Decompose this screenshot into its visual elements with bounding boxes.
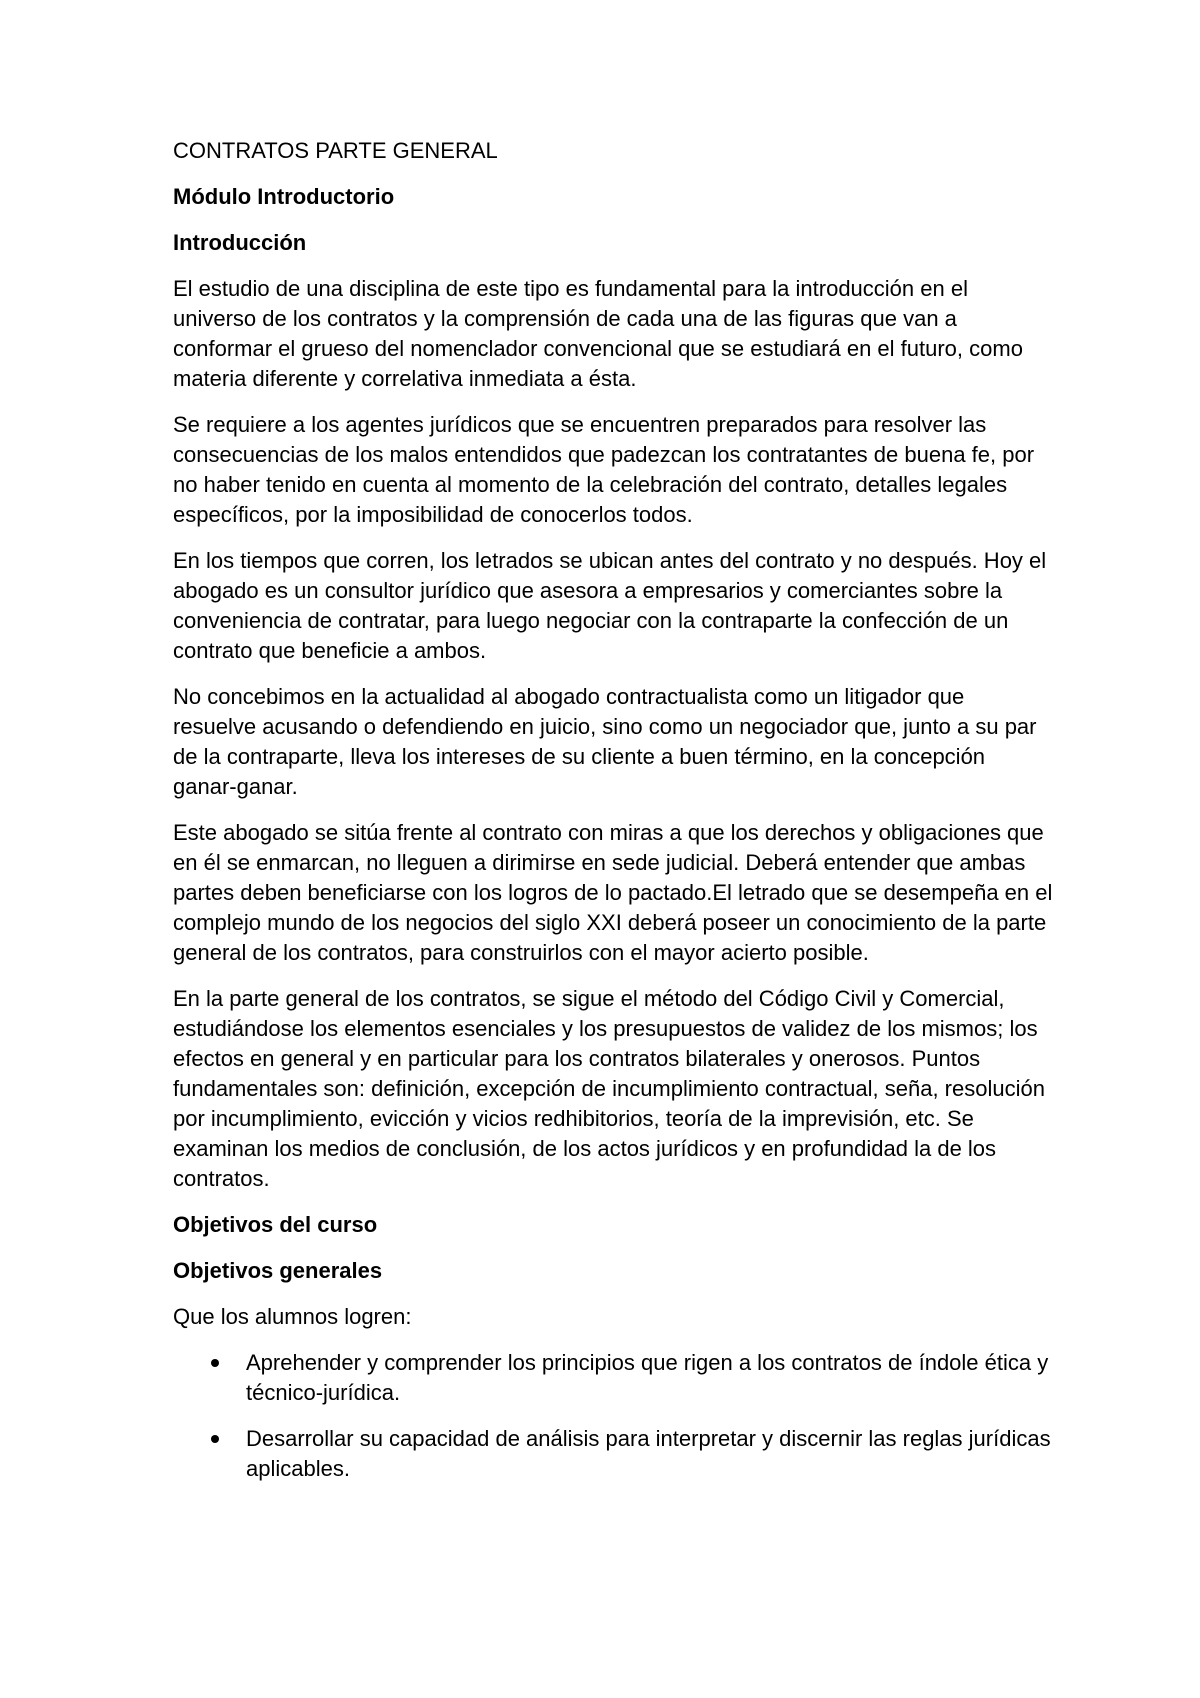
list-item bbox=[173, 1348, 1053, 1408]
paragraph: El estudio de una disciplina de este tipo es fundamental para la introducción en el universo de los contratos y la comprensión de cada una de las figuras que van a conformar el grueso del nomenclador convencional que se estudiará en el futuro, como materia diferente y correlativa inmediata a ésta. bbox=[173, 276, 1023, 391]
paragraph: En la parte general de los contratos, se sigue el método del Código Civil y Comercial, estudiándose los elementos esenciales y los presupuestos de validez de los mismos; los efectos en general y en particular para los contratos bilaterales y onerosos. Puntos fundamentales son: definición, excepción de incumplimiento contractual, seña, resolución por incumplimiento, evicción y vicios redhibitorios, teoría de la imprevisión, etc. Se examinan los medios de conclusión, de los actos jurídicos y en profundidad la de los contratos. bbox=[173, 986, 1045, 1191]
paragraph: En los tiempos que corren, los letrados se ubican antes del contrato y no después. Hoy el abogado es un consultor jurídico que asesora a empresarios y comerciantes sobre la conveniencia de contratar, para luego negociar con la contraparte la confección de un contrato que beneficie a ambos. bbox=[173, 548, 1047, 663]
document-title: CONTRATOS PARTE GENERAL bbox=[173, 138, 498, 163]
bullet-icon bbox=[211, 1359, 219, 1367]
objectives-list bbox=[173, 1348, 1053, 1484]
list-item-text: Desarrollar su capacidad de análisis para interpretar y discernir las reglas jurídicas aplicables. bbox=[246, 1426, 1051, 1481]
paragraph: Este abogado se sitúa frente al contrato con miras a que los derechos y obligaciones que en él se enmarcan, no lleguen a dirimirse en sede judicial. Deberá entender que ambas partes deben beneficiarse con los logros de lo pactado.El letrado que se desempeña en el complejo mundo de los negocios del siglo XXI deberá poseer un conocimiento de la parte general de los contratos, para construirlos con el mayor acierto posible. bbox=[173, 820, 1053, 965]
list-intro: Que los alumnos logren: bbox=[173, 1304, 412, 1329]
list-item-text: Aprehender y comprender los principios que rigen a los contratos de índole ética y técnico-jurídica. bbox=[246, 1350, 1049, 1405]
introduction-heading: Introducción bbox=[173, 230, 307, 255]
document-page bbox=[173, 136, 1053, 1500]
objectives-heading: Objetivos del curso bbox=[173, 1212, 378, 1237]
list-item bbox=[173, 1424, 1053, 1484]
general-objectives-heading: Objetivos generales bbox=[173, 1258, 383, 1283]
bullet-icon bbox=[211, 1435, 219, 1443]
module-heading: Módulo Introductorio bbox=[173, 184, 395, 209]
paragraph: Se requiere a los agentes jurídicos que se encuentren preparados para resolver las consecuencias de los malos entendidos que padezcan los contratantes de buena fe, por no haber tenido en cuenta al momento de la celebración del contrato, detalles legales específicos, por la imposibilidad de conocerlos todos. bbox=[173, 412, 1035, 527]
paragraph: No concebimos en la actualidad al abogado contractualista como un litigador que resuelve acusando o defendiendo en juicio, sino como un negociador que, junto a su par de la contraparte, lleva los intereses de su cliente a buen término, en la concepción ganar-ganar. bbox=[173, 684, 1037, 799]
